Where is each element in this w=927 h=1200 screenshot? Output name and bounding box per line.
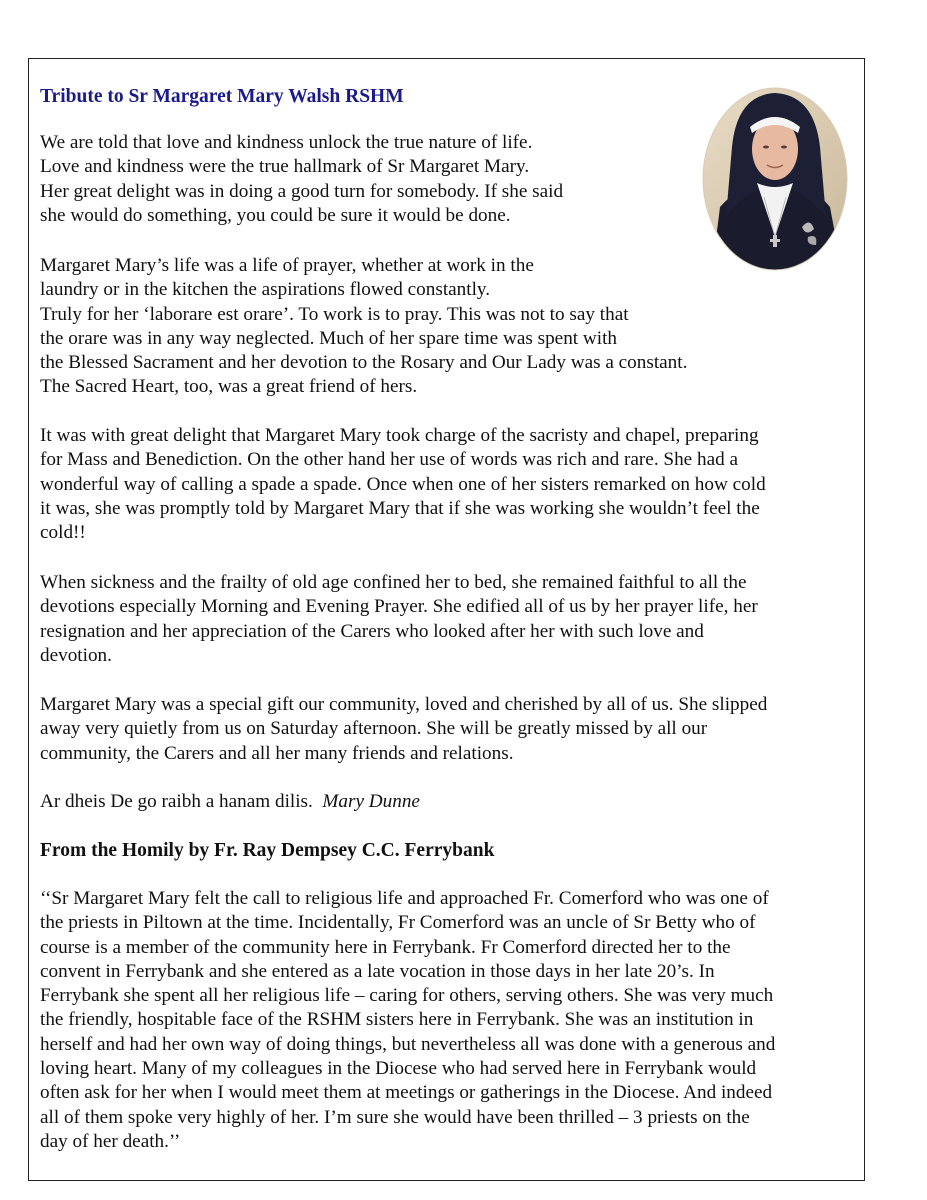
text-line: When sickness and the frailty of old age confined her to bed, she remained faithful to all the xyxy=(40,572,747,593)
text-line: Love and kindness were the true hallmark of Sr Margaret Mary. xyxy=(40,156,530,178)
text-line: cold!! xyxy=(40,522,86,544)
paragraph-sacristy xyxy=(40,424,766,545)
paragraph-sickness xyxy=(40,571,758,668)
text-line: course is a member of the community here in Ferrybank. Fr Comerford directed her to the xyxy=(40,936,731,958)
text-line: Her great delight was in doing a good turn for somebody. If she said xyxy=(40,180,564,202)
text-line: convent in Ferrybank and she entered as a late vocation in those days in her late 20’s. In xyxy=(40,960,715,982)
text-line: We are told that love and kindness unlock the true nature of life. xyxy=(40,132,533,153)
text-line: Truly for her ‘laborare est orare’. To work is to pray. This was not to say that xyxy=(40,303,629,325)
text-line: ‘‘Sr Margaret Mary felt the call to religious life and approached Fr. Comerford who was one of xyxy=(40,888,769,909)
text-line: The Sacred Heart, too, was a great friend of hers. xyxy=(40,376,418,398)
author-signature: Mary Dunne xyxy=(322,791,420,812)
text-line: Margaret Mary was a special gift our community, loved and cherished by all of us. She slipped xyxy=(40,694,768,715)
text-line: herself and had her own way of doing things, but nevertheless all was done with a generous and xyxy=(40,1033,776,1055)
text-line: all of them spoke very highly of her. I’m sure she would have been thrilled – 3 priests on the xyxy=(40,1106,750,1128)
paragraph-prayer-life xyxy=(40,254,687,400)
text-line: wonderful way of calling a spade a spade. Once when one of her sisters remarked on how cold xyxy=(40,473,766,495)
text-line: Margaret Mary’s life was a life of prayer, whether at work in the xyxy=(40,255,534,276)
paragraph-intro xyxy=(40,131,563,228)
text-line: resignation and her appreciation of the Carers who looked after her with such love and xyxy=(40,620,704,642)
blessing-text: Ar dheis De go raibh a hanam dilis. xyxy=(40,791,323,812)
homily-quote xyxy=(40,887,775,1154)
text-line: the orare was in any way neglected. Much of her spare time was spent with xyxy=(40,327,618,349)
text-line: the friendly, hospitable face of the RSHM sisters here in Ferrybank. She was an institution in xyxy=(40,1009,754,1031)
text-line: often ask for her when I would meet them at meetings or gatherings in the Diocese. And indeed xyxy=(40,1082,773,1104)
text-line: the Blessed Sacrament and her devotion to the Rosary and Our Lady was a constant. xyxy=(40,352,688,374)
homily-heading: From the Homily by Fr. Ray Dempsey C.C. Ferrybank xyxy=(40,840,495,861)
closing-blessing xyxy=(40,790,420,814)
text-line: it was, she was promptly told by Margaret Mary that if she was working she wouldn’t feel the xyxy=(40,497,760,519)
portrait-photo xyxy=(702,87,848,271)
text-line: devotion. xyxy=(40,644,112,666)
text-line: laundry or in the kitchen the aspirations flowed constantly. xyxy=(40,279,491,301)
text-line: for Mass and Benediction. On the other hand her use of words was rich and rare. She had a xyxy=(40,449,739,471)
text-line: It was with great delight that Margaret Mary took charge of the sacristy and chapel, preparing xyxy=(40,425,759,446)
text-line: Ferrybank she spent all her religious life – caring for others, serving others. She was very much xyxy=(40,985,774,1007)
text-line: devotions especially Morning and Evening Prayer. She edified all of us by her prayer life, her xyxy=(40,596,758,618)
text-line: she would do something, you could be sure it would be done. xyxy=(40,204,511,226)
text-line: day of her death.’’ xyxy=(40,1130,181,1152)
page-title: Tribute to Sr Margaret Mary Walsh RSHM xyxy=(40,86,404,107)
text-line: away very quietly from us on Saturday afternoon. She will be greatly missed by all our xyxy=(40,718,708,740)
paragraph-special-gift xyxy=(40,693,767,766)
text-line: community, the Carers and all her many friends and relations. xyxy=(40,742,514,764)
text-line: loving heart. Many of my colleagues in the Diocese who had served here in Ferrybank would xyxy=(40,1058,757,1080)
text-line: the priests in Piltown at the time. Incidentally, Fr Comerford was an uncle of Sr Betty who of xyxy=(40,912,756,934)
